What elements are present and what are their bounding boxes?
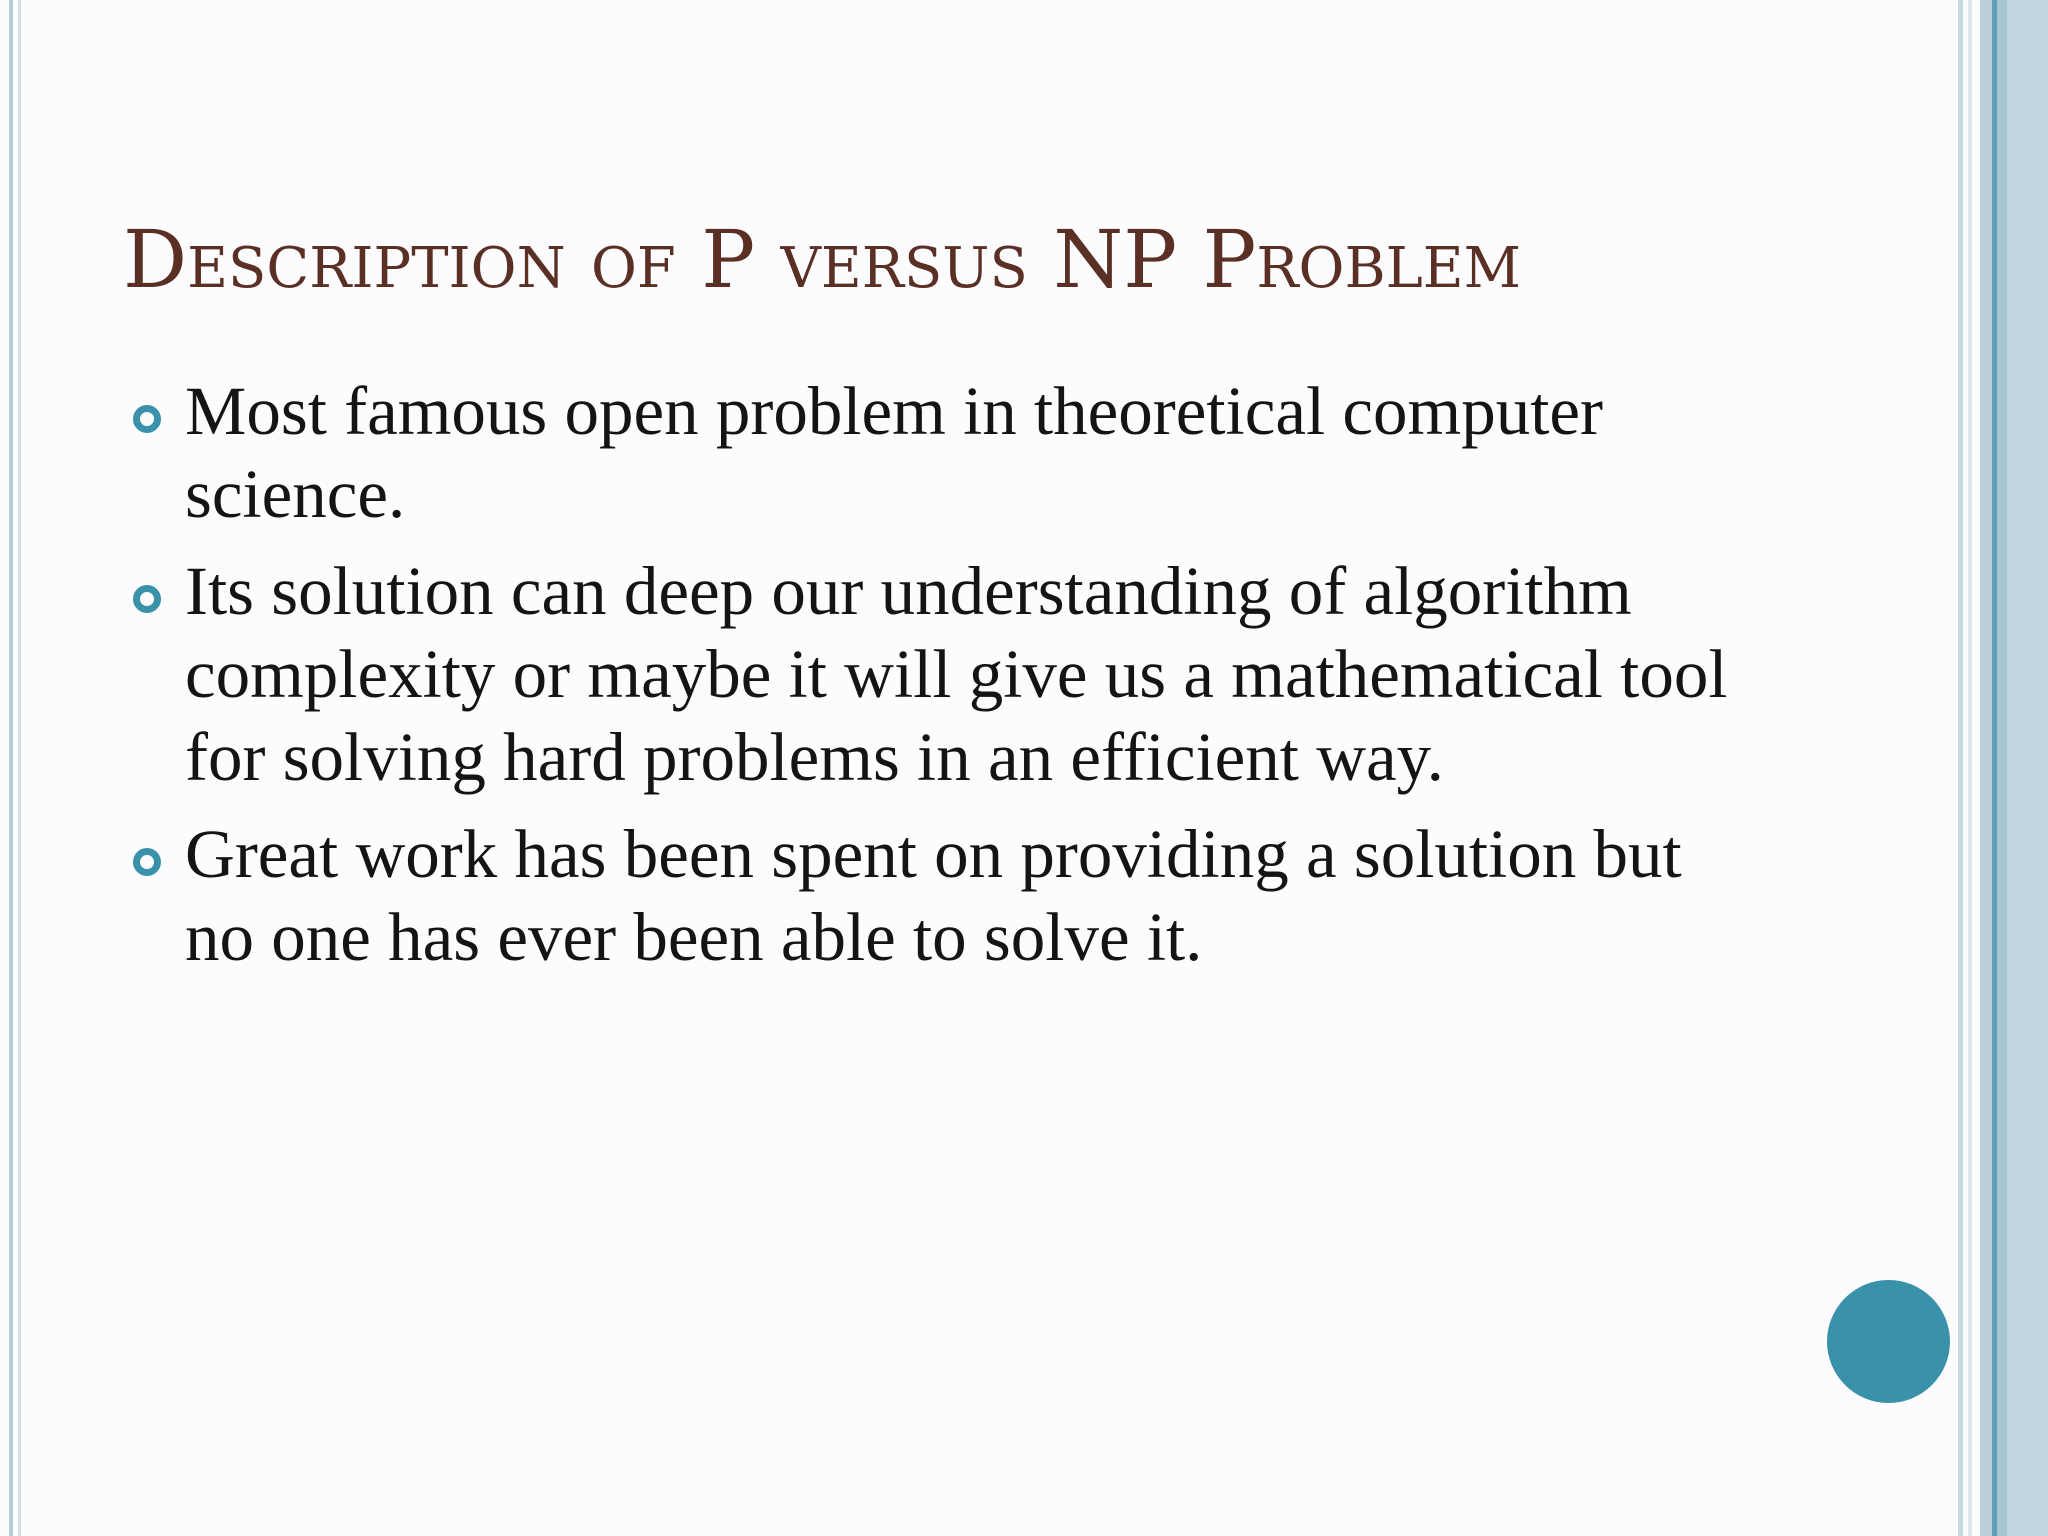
bullet-text: Great work has been spent on providing a solution but no one has ever been able to solve it.	[185, 816, 1682, 975]
bullet-circle-icon	[133, 585, 161, 613]
right-stripe	[1968, 0, 1972, 1536]
left-border-line	[18, 0, 21, 1536]
right-stripe	[1980, 0, 1992, 1536]
bullet-text: Most famous open problem in theoretical computer science.	[185, 373, 1603, 532]
bullet-circle-icon	[133, 848, 161, 876]
slide-title: Description of P versus NP Problem	[123, 213, 1522, 306]
bullet-list	[123, 370, 1743, 993]
right-stripe	[2007, 0, 2048, 1536]
right-stripe	[1997, 0, 2007, 1536]
bullet-circle-icon	[133, 405, 161, 433]
bullet-text: Its solution can deep our understanding of algorithm complexity or maybe it will give us a mathematical tool for solving hard problems in an efficient way.	[185, 553, 1728, 795]
left-border-line	[9, 0, 13, 1536]
bullet-item	[123, 550, 1743, 799]
decorative-circle	[1827, 1280, 1950, 1403]
bullet-item	[123, 370, 1743, 536]
bullet-item	[123, 813, 1743, 979]
right-stripe	[1958, 0, 1963, 1536]
